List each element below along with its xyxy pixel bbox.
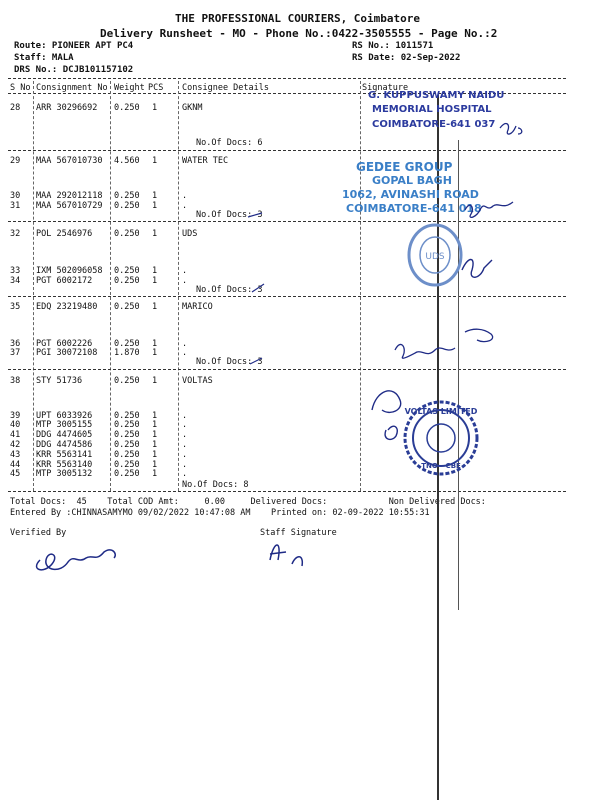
row-consignee: .: [182, 276, 188, 286]
row-weight: 4.560: [114, 156, 140, 166]
staff-label: Staff: MALA: [14, 53, 74, 63]
doc-count: No.Of Docs: 3: [196, 357, 263, 367]
signature-marico: [395, 329, 493, 358]
staff-signature-label: Staff Signature: [260, 528, 337, 538]
row-pcs: 1: [152, 191, 158, 201]
row-weight: 0.250: [114, 103, 140, 113]
row-pcs: 1: [152, 376, 158, 386]
row-consignee: .: [182, 201, 188, 211]
row-consignment: PGT 6002172: [36, 276, 93, 286]
voltas-seal-text: VOLTAS LIMITED: [404, 407, 478, 416]
row-weight: 0.250: [114, 376, 140, 386]
row-pcs: 1: [152, 103, 158, 113]
row-sno: 28: [10, 103, 21, 113]
row-consignee: .: [182, 191, 188, 201]
row-consignee: WATER TEC: [182, 156, 229, 166]
doc-count: No.Of Docs: 6: [196, 138, 263, 148]
row-consignee: .: [182, 469, 188, 479]
doc-count: No.Of Docs: 8: [182, 480, 249, 490]
row-sno: 40: [10, 420, 21, 430]
row-sno: 37: [10, 348, 21, 358]
row-consignment: MAA 567010730: [36, 156, 103, 166]
gedee-stamp-line: GOPAL BAGH: [372, 174, 452, 187]
row-pcs: 1: [152, 411, 158, 421]
row-pcs: 1: [152, 201, 158, 211]
row-consignee: .: [182, 420, 188, 430]
row-consignment: ARR 30296692: [36, 103, 98, 113]
signature-uds: [462, 260, 492, 278]
gedee-stamp-line: 1062, AVINASHI ROAD: [342, 188, 479, 201]
row-sno: 44: [10, 460, 21, 470]
row-weight: 0.250: [114, 229, 140, 239]
row-consignment: KRR 5563140: [36, 460, 93, 470]
hospital-stamp-line: COIMBATORE-641 037: [372, 119, 496, 130]
runsheet-title: Delivery Runsheet - MO - Phone No.:0422-3505555 - Page No.:2: [100, 27, 498, 40]
row-pcs: 1: [152, 430, 158, 440]
row-weight: 0.250: [114, 201, 140, 211]
row-consignment: MAA 567010729: [36, 201, 103, 211]
row-sno: 33: [10, 266, 21, 276]
row-sno: 34: [10, 276, 21, 286]
tick-mark: [248, 213, 262, 217]
col-weight: Weight: [114, 83, 145, 93]
verified-by-label: Verified By: [10, 528, 67, 538]
row-pcs: 1: [152, 339, 158, 349]
tick-mark: [252, 284, 264, 292]
rs-date: RS Date: 02-Sep-2022: [352, 53, 461, 63]
row-pcs: 1: [152, 156, 158, 166]
voltas-seal-bottom: TNO - CBE: [421, 462, 461, 470]
row-consignment: MTP 3005155: [36, 420, 93, 430]
row-pcs: 1: [152, 229, 158, 239]
row-weight: 0.250: [114, 191, 140, 201]
row-consignment: UPT 6033926: [36, 411, 93, 421]
row-consignee: .: [182, 339, 188, 349]
entered-by-line: Entered By :CHINNASAMYMO 09/02/2022 10:47:08 AM Printed on: 02-09-2022 10:55:31: [10, 508, 430, 518]
row-sno: 39: [10, 411, 21, 421]
row-consignment: KRR 5563141: [36, 450, 93, 460]
col-signature: Signature: [362, 83, 409, 93]
signature-hospital: [500, 124, 522, 135]
row-weight: 0.250: [114, 302, 140, 312]
row-pcs: 1: [152, 420, 158, 430]
row-consignment: IXM 502096058: [36, 266, 103, 276]
row-pcs: 1: [152, 276, 158, 286]
row-weight: 0.250: [114, 266, 140, 276]
row-consignee: .: [182, 348, 188, 358]
row-pcs: 1: [152, 450, 158, 460]
row-consignment: PGT 6002226: [36, 339, 93, 349]
row-consignment: DDG 4474586: [36, 440, 93, 450]
row-sno: 31: [10, 201, 21, 211]
row-sno: 43: [10, 450, 21, 460]
row-sno: 32: [10, 229, 21, 239]
row-consignment: MAA 292012118: [36, 191, 103, 201]
gedee-stamp-line: GEDEE GROUP: [356, 160, 453, 174]
route-label: Route: PIONEER APT PC4: [14, 41, 134, 51]
row-consignment: STY 51736: [36, 376, 83, 386]
row-weight: 0.250: [114, 276, 140, 286]
row-sno: 35: [10, 302, 21, 312]
hospital-stamp-line: MEMORIAL HOSPITAL: [372, 104, 492, 115]
row-consignee: UDS: [182, 229, 198, 239]
row-weight: 0.250: [114, 411, 140, 421]
row-sno: 36: [10, 339, 21, 349]
col-consignment: Consignment No: [36, 83, 108, 93]
tick-mark: [250, 358, 262, 364]
signature-voltas: [372, 391, 401, 440]
row-pcs: 1: [152, 460, 158, 470]
rs-number: RS No.: 1011571: [352, 41, 434, 51]
signature-gedee: [465, 202, 513, 217]
row-pcs: 1: [152, 469, 158, 479]
row-weight: 0.250: [114, 430, 140, 440]
signature-verified: [37, 550, 116, 570]
totals-line: Total Docs: 45 Total COD Amt: 0.00 Delivered Docs: Non Delivered Docs:: [10, 497, 486, 507]
col-sno: S No: [10, 83, 31, 93]
round-seal-text: UDS: [425, 252, 445, 262]
row-consignee: GKNM: [182, 103, 203, 113]
row-weight: 0.250: [114, 469, 140, 479]
row-pcs: 1: [152, 302, 158, 312]
row-sno: 42: [10, 440, 21, 450]
row-sno: 41: [10, 430, 21, 440]
row-weight: 0.250: [114, 440, 140, 450]
row-weight: 0.250: [114, 420, 140, 430]
row-pcs: 1: [152, 440, 158, 450]
row-weight: 0.250: [114, 339, 140, 349]
row-consignee: VOLTAS: [182, 376, 213, 386]
signature-staff: [270, 545, 302, 566]
row-sno: 38: [10, 376, 21, 386]
row-weight: 1.870: [114, 348, 140, 358]
col-consignee: Consignee Details: [182, 83, 269, 93]
row-consignment: EDQ 23219480: [36, 302, 98, 312]
doc-count: No.Of Docs: 3: [196, 285, 263, 295]
row-consignee: .: [182, 266, 188, 276]
row-pcs: 1: [152, 348, 158, 358]
row-consignee: .: [182, 430, 188, 440]
row-consignment: MTP 3005132: [36, 469, 93, 479]
row-weight: 0.250: [114, 460, 140, 470]
gedee-stamp-line: COIMBATORE-641 018: [346, 202, 482, 215]
row-sno: 45: [10, 469, 21, 479]
row-consignment: DDG 4474605: [36, 430, 93, 440]
row-sno: 30: [10, 191, 21, 201]
company-name: THE PROFESSIONAL COURIERS, Coimbatore: [175, 12, 421, 25]
row-consignee: .: [182, 460, 188, 470]
doc-count: No.Of Docs: 3: [196, 210, 263, 220]
row-pcs: 1: [152, 266, 158, 276]
hospital-stamp-line: G. KUPPUSWAMY NAIDU: [368, 90, 505, 101]
row-consignee: .: [182, 411, 188, 421]
drs-number: DRS No.: DCJB101157102: [14, 65, 134, 75]
row-consignee: .: [182, 440, 188, 450]
row-weight: 0.250: [114, 450, 140, 460]
row-consignee: .: [182, 450, 188, 460]
row-consignment: POL 2546976: [36, 229, 93, 239]
row-consignee: MARICO: [182, 302, 213, 312]
row-sno: 29: [10, 156, 21, 166]
row-consignment: PGI 30072108: [36, 348, 98, 358]
col-pcs: PCS: [148, 83, 164, 93]
